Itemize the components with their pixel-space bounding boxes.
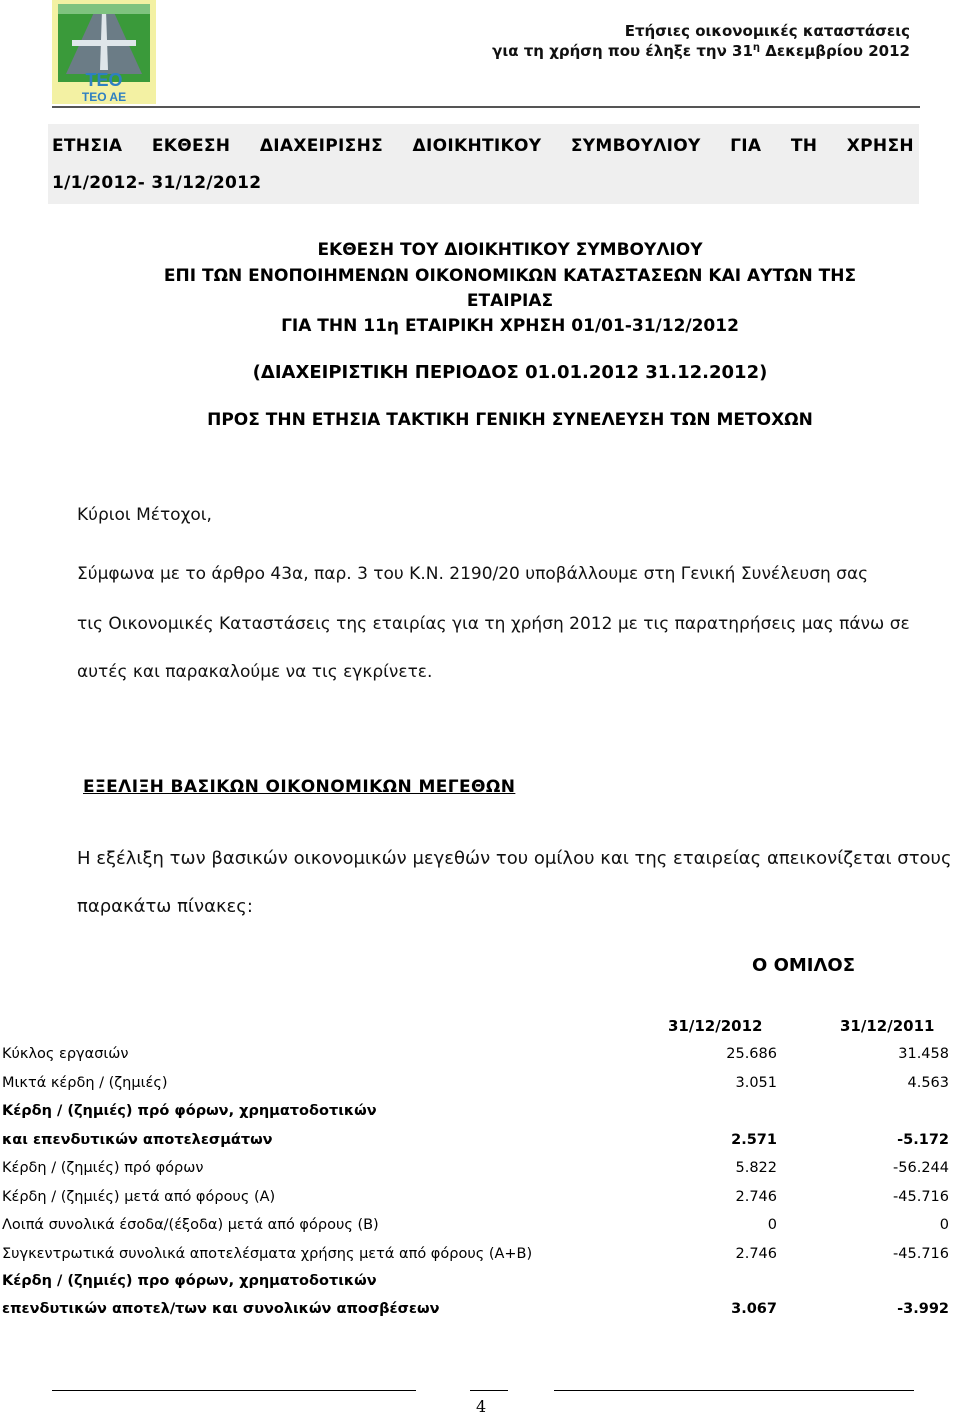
table-row — [0, 1246, 960, 1272]
value-2011: 0 — [939, 1217, 949, 1233]
header-line2-sup: η — [752, 42, 761, 53]
table-row — [0, 1046, 960, 1072]
footer-rule-right — [554, 1390, 914, 1391]
table-row — [0, 1132, 960, 1158]
row-label: Μικτά κέρδη / (ζημιές) — [2, 1075, 168, 1091]
table-row — [0, 1217, 960, 1243]
table-row — [0, 1189, 960, 1215]
subtitle-line3: ΕΤΑΙΡΙΑΣ — [466, 291, 554, 311]
subtitle-line4: ΓΙΑ ΤΗΝ 11η ΕΤΑΙΡΙΚΗ ΧΡΗΣΗ 01/01-31/12/2012 — [281, 316, 739, 336]
section-text-line2: παρακάτω πίνακες: — [77, 896, 253, 917]
value-2011: -56.244 — [893, 1160, 949, 1176]
to-general-assembly: ΠΡΟΣ ΤΗΝ ΕΤΗΣΙΑ ΤΑΚΤΙΚΗ ΓΕΝΙΚΗ ΣΥΝΕΛΕΥΣΗ ΤΩΝ ΜΕΤΟΧΩΝ — [207, 410, 813, 430]
report-header-line1: Ετήσιες οικονομικές καταστάσεις — [624, 22, 910, 40]
row-label: Κέρδη / (ζημιές) πρό φόρων, χρηματοδοτικών — [2, 1103, 377, 1119]
value-2012: 5.822 — [735, 1160, 777, 1176]
section-heading: ΕΞΕΛΙΞΗ ΒΑΣΙΚΩΝ ΟΙΚΟΝΟΜΙΚΩΝ ΜΕΓΕΘΩΝ — [83, 777, 516, 797]
header-line2-pre: για τη χρήση που έληξε την 31 — [492, 42, 753, 60]
subtitle-line1: ΕΚΘΕΣΗ ΤΟΥ ΔΙΟΙΚΗΤΙΚΟΥ ΣΥΜΒΟΥΛΙΟΥ — [317, 240, 703, 260]
value-2012: 2.746 — [735, 1246, 777, 1262]
section-text-line1: Η εξέλιξη των βασικών οικονομικών μεγεθών του ομίλου και της εταιρείας απεικονίζεται στους — [77, 848, 952, 869]
row-label: Κέρδη / (ζημιές) προ φόρων, χρηματοδοτικών — [2, 1273, 377, 1289]
value-2012: 25.686 — [726, 1046, 777, 1062]
road-logo-icon — [52, 0, 156, 104]
logo-subtext: ΤΕΟ ΑΕ — [81, 90, 127, 104]
value-2011: -45.716 — [893, 1246, 949, 1262]
table-row — [0, 1103, 960, 1129]
row-label: επενδυτικών αποτελ/των και συνολικών αποσβέσεων — [2, 1301, 440, 1317]
letter-paragraph-line3: αυτές και παρακαλούμε να τις εγκρίνετε. — [77, 662, 433, 682]
title-word: ΔΙΟΙΚΗΤΙΚΟΥ — [412, 136, 542, 156]
report-header-line2 — [492, 42, 910, 60]
value-2012: 2.746 — [735, 1189, 777, 1205]
value-2011: -3.992 — [897, 1301, 949, 1317]
title-word: ΔΙΑΧΕΙΡΙΣΗΣ — [259, 136, 384, 156]
column-header-2011: 31/12/2011 — [840, 1017, 935, 1035]
company-logo — [52, 0, 156, 104]
value-2011: -5.172 — [897, 1132, 949, 1148]
management-period: (ΔΙΑΧΕΙΡΙΣΤΙΚΗ ΠΕΡΙΟΔΟΣ 01.01.2012 31.12.2012) — [252, 362, 768, 383]
subtitle-line2: ΕΠΙ ΤΩΝ ΕΝΟΠΟΙΗΜΕΝΩΝ ΟΙΚΟΝΟΜΙΚΩΝ ΚΑΤΑΣΤΑΣΕΩΝ ΚΑΙ ΑΥΤΩΝ ΤΗΣ — [163, 266, 857, 286]
title-word: ΤΗ — [790, 136, 818, 156]
value-2011: 4.563 — [907, 1075, 949, 1091]
row-label: και επενδυτικών αποτελεσμάτων — [2, 1132, 273, 1148]
title-word: ΕΚΘΕΣΗ — [151, 136, 231, 156]
letter-paragraph-line1: Σύμφωνα με το άρθρο 43α, παρ. 3 του Κ.Ν. 2190/20 υποβάλλουμε στη Γενική Συνέλευση σας — [77, 564, 869, 584]
footer-rule-left — [52, 1390, 416, 1391]
value-2012: 2.571 — [731, 1132, 777, 1148]
page-number: 4 — [476, 1397, 487, 1416]
header-divider — [52, 106, 920, 108]
table-row — [0, 1075, 960, 1101]
row-label: Λοιπά συνολικά έσοδα/(έξοδα) μετά από φόρους (Β) — [2, 1217, 379, 1233]
report-title-line1 — [52, 136, 914, 156]
row-label: Συγκεντρωτικά συνολικά αποτελέσματα χρήσης μετά από φόρους (Α+Β) — [2, 1246, 533, 1262]
greeting: Κύριοι Μέτοχοι, — [77, 505, 212, 525]
letter-paragraph-line2: τις Οικονομικές Καταστάσεις της εταιρίας για τη χρήση 2012 με τις παρατηρήσεις μας πάνω σε — [77, 614, 910, 634]
row-label: Κύκλος εργασιών — [2, 1046, 129, 1062]
report-title-line2: 1/1/2012- 31/12/2012 — [52, 173, 262, 193]
table-row — [0, 1301, 960, 1327]
table-row — [0, 1160, 960, 1186]
table-row — [0, 1273, 960, 1299]
title-word: ΧΡΗΣΗ — [846, 136, 914, 156]
value-2011: -45.716 — [893, 1189, 949, 1205]
logo-text: TEO — [85, 70, 123, 90]
header-line2-post: Δεκεμβρίου 2012 — [760, 42, 910, 60]
title-word: ΣΥΜΒΟΥΛΙΟΥ — [570, 136, 701, 156]
title-word: ΓΙΑ — [730, 136, 762, 156]
value-2012: 3.067 — [731, 1301, 777, 1317]
row-label: Κέρδη / (ζημιές) μετά από φόρους (Α) — [2, 1189, 276, 1205]
value-2012: 0 — [767, 1217, 777, 1233]
group-label: Ο ΟΜΙΛΟΣ — [752, 955, 856, 976]
title-word: ΕΤΗΣΙΑ — [52, 136, 123, 156]
footer-rule-mid — [470, 1390, 508, 1391]
value-2012: 3.051 — [735, 1075, 777, 1091]
column-header-2012: 31/12/2012 — [668, 1017, 763, 1035]
row-label: Κέρδη / (ζημιές) πρό φόρων — [2, 1160, 204, 1176]
value-2011: 31.458 — [898, 1046, 949, 1062]
